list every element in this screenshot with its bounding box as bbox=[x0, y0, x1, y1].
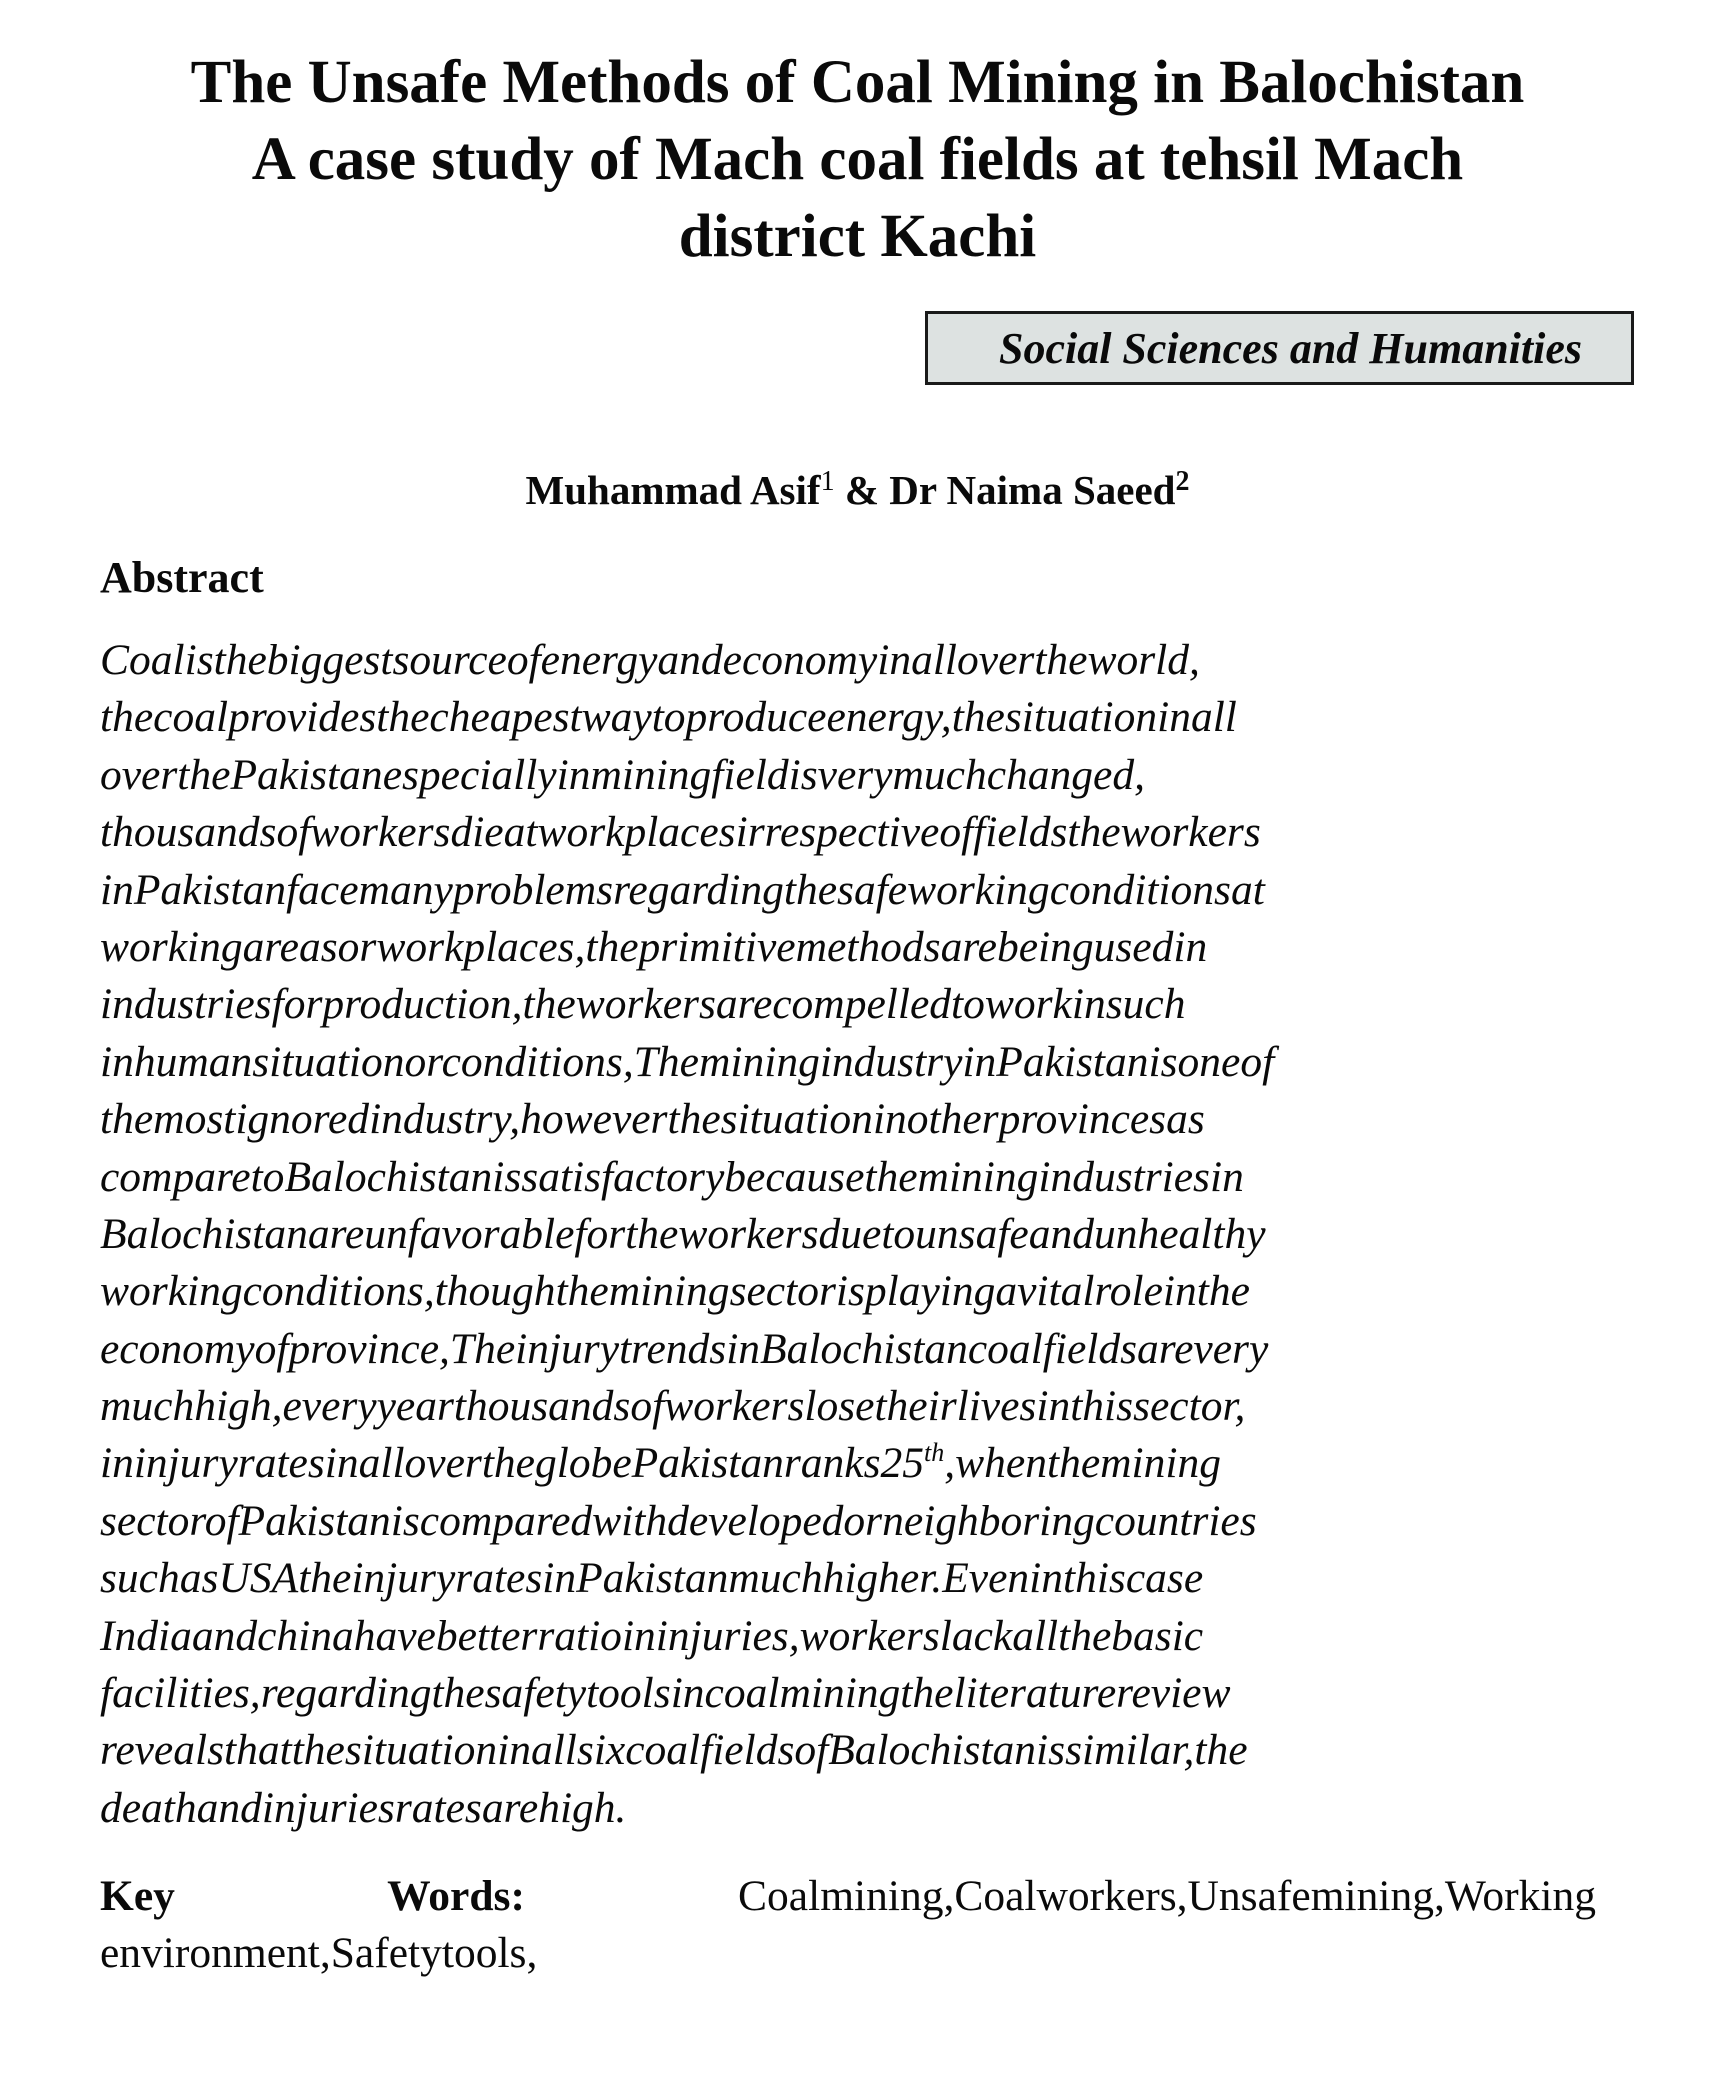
abstract-line bbox=[100, 862, 1596, 919]
abstract-word: Pakistan bbox=[996, 1037, 1149, 1086]
abstract-word: the bbox=[100, 693, 154, 742]
abstract-word: and bbox=[196, 1783, 262, 1832]
abstract-word: mining bbox=[590, 750, 712, 799]
abstract-word: of bbox=[204, 1496, 239, 1545]
abstract-word: and bbox=[657, 636, 723, 684]
abstract-word: literature bbox=[953, 1669, 1117, 1718]
abstract-word: this bbox=[1070, 1382, 1134, 1431]
abstract-word: neighboring bbox=[882, 1496, 1095, 1545]
abstract-word: high. bbox=[538, 1783, 627, 1832]
abstract-word: the bbox=[431, 1669, 485, 1718]
abstract-line bbox=[100, 1034, 1596, 1091]
abstract-word: at bbox=[503, 808, 538, 857]
abstract-word: similar, bbox=[1065, 1726, 1195, 1775]
abstract-line bbox=[100, 1665, 1596, 1722]
abstract-word: rates bbox=[237, 1439, 325, 1488]
abstract-word: injury bbox=[515, 1324, 620, 1373]
abstract-word: playing bbox=[864, 1267, 996, 1316]
abstract-word: in bbox=[670, 1669, 705, 1718]
abstract-word: over bbox=[957, 636, 1035, 684]
abstract-word: in bbox=[1173, 922, 1208, 971]
abstract-word: higher. bbox=[822, 1554, 943, 1603]
abstract-line bbox=[100, 976, 1596, 1033]
category-badge-label: Social Sciences and Humanities bbox=[998, 323, 1583, 373]
abstract-word: sector, bbox=[1133, 1382, 1246, 1431]
abstract-word: in bbox=[621, 1611, 656, 1660]
abstract-word: regarding bbox=[613, 865, 784, 914]
abstract-word: death bbox=[100, 1783, 197, 1832]
abstract-word: in bbox=[1029, 1554, 1063, 1603]
abstract-word: workers bbox=[664, 1382, 805, 1431]
abstract-word: Balochistan bbox=[284, 1152, 493, 1201]
abstract-line bbox=[100, 1206, 1596, 1263]
abstract-word: thousands bbox=[100, 808, 277, 857]
abstract-word: source bbox=[392, 636, 507, 684]
abstract-word: inhuman bbox=[100, 1037, 253, 1086]
abstract-word: Pakistan bbox=[238, 1496, 391, 1545]
abstract-word: economy bbox=[100, 1324, 255, 1373]
abstract-word: in bbox=[962, 1037, 997, 1086]
abstract-word: ranks bbox=[783, 1439, 881, 1488]
abstract-word: in bbox=[1162, 1267, 1197, 1316]
abstract-word: every bbox=[282, 1382, 377, 1431]
abstract-line bbox=[100, 1321, 1596, 1378]
abstract-word: ignored bbox=[235, 1095, 370, 1144]
abstract-word: of bbox=[276, 808, 311, 857]
abstract-word: or bbox=[404, 1037, 442, 1086]
abstract-word: ratio bbox=[537, 1611, 622, 1660]
abstract-word: situation bbox=[720, 1095, 873, 1144]
abstract-word: very bbox=[817, 750, 893, 799]
abstract-word: and bbox=[1028, 1209, 1094, 1258]
abstract-word: facilities, bbox=[100, 1669, 261, 1718]
abstract-word: very bbox=[1193, 1324, 1269, 1373]
abstract-word: unsafe bbox=[915, 1209, 1029, 1258]
abstract-word: fields bbox=[973, 808, 1068, 857]
abstract-word: injuries bbox=[261, 1783, 395, 1832]
abstract-word: conditions bbox=[1049, 865, 1231, 914]
abstract-word: tools bbox=[586, 1669, 671, 1718]
abstract-word: industries bbox=[100, 980, 272, 1029]
abstract-word: Pakistan bbox=[133, 865, 287, 914]
abstract-line bbox=[100, 1263, 1596, 1320]
abstract-word: lives bbox=[956, 1382, 1037, 1431]
category-badge bbox=[925, 311, 1634, 385]
abstract-word: energy, bbox=[826, 693, 952, 742]
abstract-word: working bbox=[100, 922, 243, 971]
abstract-word: for bbox=[271, 980, 323, 1029]
abstract-word: irrespective bbox=[735, 808, 940, 857]
abstract-word: in bbox=[1071, 980, 1106, 1029]
abstract-word: is bbox=[390, 1496, 420, 1545]
abstract-word: coal bbox=[967, 1324, 1043, 1373]
author-name: Muhammad Asif bbox=[525, 467, 821, 513]
abstract-word: unhealthy bbox=[1094, 1209, 1266, 1258]
abstract-word: Pakistan bbox=[576, 1554, 729, 1603]
abstract-word: year bbox=[376, 1382, 454, 1431]
abstract-word: sector bbox=[100, 1496, 205, 1545]
abstract-word: biggest bbox=[266, 636, 393, 684]
abstract-word: regarding bbox=[260, 1669, 432, 1718]
abstract-word: the bbox=[1196, 1267, 1250, 1316]
abstract-line bbox=[100, 1493, 1596, 1550]
abstract-word: safety bbox=[484, 1669, 587, 1718]
abstract-word: safe bbox=[837, 865, 908, 914]
abstract-word: the bbox=[298, 1554, 352, 1603]
abstract-word: rates bbox=[394, 1783, 482, 1832]
abstract-word: the bbox=[177, 750, 231, 799]
abstract-word: to bbox=[250, 1152, 285, 1201]
abstract-word: of bbox=[1240, 1037, 1275, 1086]
author-name: Dr Naima Saeed bbox=[889, 467, 1176, 513]
abstract-word: field bbox=[711, 750, 789, 799]
abstract-word: because bbox=[724, 1152, 865, 1201]
abstract-word: countries bbox=[1094, 1496, 1257, 1545]
keyword-word: tools, bbox=[441, 1929, 538, 1977]
abstract-line bbox=[100, 689, 1596, 746]
abstract-word: high, bbox=[194, 1382, 283, 1431]
keyword-word: Working bbox=[1444, 1872, 1596, 1920]
abstract-word: compare bbox=[100, 1152, 251, 1201]
abstract-word: developed bbox=[667, 1496, 844, 1545]
abstract-word: or bbox=[337, 922, 377, 971]
abstract-word: all bbox=[1012, 1611, 1059, 1660]
abstract-word: places bbox=[624, 808, 736, 857]
paper-title bbox=[0, 44, 1715, 275]
abstract-line bbox=[100, 1378, 1596, 1435]
abstract-word: the bbox=[213, 636, 267, 684]
abstract-word: provinces bbox=[998, 1095, 1167, 1144]
abstract-word: are bbox=[481, 1783, 539, 1832]
abstract-line bbox=[100, 919, 1596, 976]
abstract-word: the bbox=[291, 1726, 345, 1775]
abstract-word: Balochistan bbox=[828, 1726, 1037, 1775]
keyword-word: workers, bbox=[1036, 1872, 1188, 1920]
abstract-word: review bbox=[1116, 1669, 1231, 1718]
abstract-word: is bbox=[492, 1152, 522, 1201]
abstract-word: satisfactory bbox=[521, 1152, 725, 1201]
keywords-line bbox=[100, 1925, 1596, 1982]
abstract-word: economy bbox=[722, 636, 878, 684]
abstract-body bbox=[100, 632, 1596, 1837]
abstract-word: The bbox=[449, 1324, 516, 1373]
abstract-word: as bbox=[179, 1554, 219, 1603]
abstract-word: in bbox=[100, 865, 134, 914]
abstract-word: production, bbox=[322, 980, 523, 1029]
abstract-word: much bbox=[100, 1382, 195, 1431]
keyword-word: Unsafe bbox=[1187, 1872, 1311, 1920]
abstract-word: conditions, bbox=[441, 1037, 634, 1086]
abstract-word: face bbox=[286, 865, 359, 914]
abstract-word: over bbox=[404, 1439, 482, 1488]
abstract-word: the bbox=[100, 1095, 154, 1144]
abstract-word: the bbox=[667, 1095, 721, 1144]
abstract-heading: Abstract bbox=[100, 553, 264, 602]
abstract-word: of bbox=[630, 1382, 665, 1431]
abstract-word: industry bbox=[819, 1037, 963, 1086]
affiliation-marker: 2 bbox=[1175, 466, 1190, 497]
abstract-line bbox=[100, 1608, 1596, 1665]
abstract-word: in bbox=[1036, 1382, 1071, 1431]
abstract-word: Even bbox=[942, 1554, 1030, 1603]
abstract-line bbox=[100, 1149, 1596, 1206]
abstract-word: the bbox=[376, 693, 430, 742]
abstract-word: many bbox=[358, 865, 453, 914]
keywords-line bbox=[100, 1868, 1596, 1925]
abstract-word: case bbox=[1125, 1554, 1204, 1603]
abstract-word: workers bbox=[575, 980, 716, 1029]
abstract-line bbox=[100, 1550, 1596, 1607]
abstract-word: is bbox=[1036, 1726, 1066, 1775]
abstract-word: is bbox=[835, 1267, 865, 1316]
abstract-word: work bbox=[537, 808, 625, 857]
abstract-word: of bbox=[939, 808, 974, 857]
abstract-word: in bbox=[497, 1726, 531, 1775]
abstract-line bbox=[100, 1091, 1596, 1148]
keywords-label-group: Key Words: Coal bbox=[100, 1872, 821, 1920]
abstract-word: one bbox=[1177, 1037, 1241, 1086]
abstract-word: of bbox=[506, 636, 541, 684]
abstract-word: over bbox=[100, 750, 178, 799]
abstract-word: other bbox=[906, 1095, 999, 1144]
abstract-word: lack bbox=[939, 1611, 1013, 1660]
abstract-word: industry, bbox=[369, 1095, 521, 1144]
abstract-word: conditions, bbox=[242, 1267, 435, 1316]
abstract-word: 25th bbox=[880, 1438, 945, 1488]
author-separator: & bbox=[834, 467, 890, 513]
abstract-word: is bbox=[184, 636, 214, 684]
abstract-word: vital bbox=[1017, 1267, 1095, 1316]
abstract-word: lose bbox=[804, 1382, 875, 1431]
abstract-word: trends bbox=[619, 1324, 727, 1373]
abstract-word: the bbox=[1046, 1439, 1101, 1488]
abstract-word: unfavorable bbox=[364, 1209, 575, 1258]
abstract-word: in bbox=[542, 1554, 577, 1603]
abstract-word: areas bbox=[242, 922, 338, 971]
abstract-word: the bbox=[1067, 808, 1121, 857]
abstract-word: in bbox=[100, 1439, 134, 1488]
abstract-word: coal bbox=[153, 693, 229, 742]
abstract-word: workers bbox=[310, 808, 451, 857]
abstract-word: situation bbox=[344, 1726, 498, 1775]
abstract-word: reveals bbox=[100, 1726, 225, 1775]
abstract-word: of bbox=[794, 1726, 829, 1775]
abstract-word: Pakistan bbox=[230, 750, 383, 799]
abstract-word: Balochistan bbox=[100, 1209, 308, 1258]
abstract-word: better bbox=[435, 1611, 538, 1660]
abstract-word: rates bbox=[455, 1554, 543, 1603]
abstract-word: sector bbox=[729, 1267, 836, 1316]
abstract-word: the bbox=[585, 922, 639, 971]
abstract-word: working bbox=[100, 1267, 243, 1316]
abstract-word: when bbox=[955, 1439, 1047, 1488]
abstract-word: and bbox=[191, 1611, 258, 1660]
abstract-word: the bbox=[625, 1209, 679, 1258]
abstract-word: workers bbox=[1120, 808, 1261, 857]
abstract-word: with bbox=[592, 1496, 668, 1545]
abstract-word: the bbox=[555, 1267, 609, 1316]
abstract-line bbox=[100, 1435, 1596, 1492]
abstract-word: in bbox=[872, 1095, 907, 1144]
abstract-word: the bbox=[522, 980, 576, 1029]
keyword-word: Coal bbox=[954, 1872, 1037, 1920]
abstract-word: produce bbox=[685, 693, 827, 742]
abstract-word: workers bbox=[678, 1209, 819, 1258]
abstract-word: are bbox=[1137, 1324, 1194, 1373]
abstract-word: province, bbox=[288, 1324, 450, 1373]
abstract-word: all bbox=[358, 1439, 405, 1488]
abstract-word: industries bbox=[1038, 1152, 1210, 1201]
abstract-word: mining bbox=[698, 1037, 820, 1086]
abstract-word: the bbox=[900, 1669, 954, 1718]
abstract-word: the bbox=[864, 1152, 918, 1201]
abstract-word: the bbox=[1034, 636, 1088, 684]
abstract-line bbox=[100, 747, 1596, 804]
abstract-word: of bbox=[254, 1324, 289, 1373]
title-line: A case study of Mach coal fields at tehsil Mach bbox=[251, 126, 1464, 193]
abstract-word: coal bbox=[704, 1669, 780, 1718]
abstract-word: mining bbox=[1100, 1439, 1221, 1488]
abstract-word: much bbox=[728, 1554, 823, 1603]
abstract-word: is bbox=[1148, 1037, 1178, 1086]
abstract-line bbox=[100, 804, 1596, 861]
abstract-word: mining bbox=[917, 1152, 1039, 1201]
abstract-word: workers bbox=[799, 1611, 940, 1660]
abstract-word: have bbox=[353, 1611, 436, 1660]
abstract-word: situation bbox=[1004, 693, 1158, 742]
abstract-word: injury bbox=[351, 1554, 456, 1603]
abstract-word: Pakistan bbox=[631, 1439, 784, 1488]
keywords-section bbox=[100, 1868, 1596, 1982]
abstract-word: die bbox=[450, 808, 504, 857]
abstract-word: Balochistan bbox=[760, 1324, 968, 1373]
abstract-word: thousands bbox=[453, 1382, 631, 1431]
abstract-word: to bbox=[951, 980, 985, 1029]
abstract-word: such bbox=[1105, 980, 1186, 1029]
abstract-word: USA bbox=[218, 1554, 299, 1603]
abstract-word: basic bbox=[1111, 1611, 1204, 1660]
ordinal-suffix: th bbox=[924, 1438, 945, 1468]
abstract-word: at bbox=[1230, 865, 1265, 914]
abstract-word: to bbox=[651, 693, 686, 742]
abstract-word: however bbox=[520, 1095, 668, 1144]
abstract-word: in bbox=[877, 636, 912, 684]
abstract-word: working bbox=[907, 865, 1050, 914]
abstract-word: way bbox=[581, 693, 652, 742]
abstract-word: much bbox=[892, 750, 987, 799]
abstract-word: , bbox=[944, 1439, 956, 1488]
affiliation-marker: 1 bbox=[820, 466, 835, 497]
abstract-word: primitive bbox=[638, 922, 796, 971]
abstract-word: coal bbox=[625, 1726, 701, 1775]
abstract-word: the bbox=[481, 1439, 535, 1488]
abstract-line bbox=[100, 1722, 1596, 1779]
abstract-word: cheapest bbox=[429, 693, 582, 742]
keyword-word: mining, bbox=[1310, 1872, 1445, 1920]
abstract-word: being bbox=[996, 922, 1094, 971]
abstract-word: are bbox=[307, 1209, 365, 1258]
keyword-word: Safety bbox=[330, 1929, 442, 1977]
abstract-word: provides bbox=[228, 693, 377, 742]
abstract-word: in bbox=[324, 1439, 359, 1488]
abstract-word: are bbox=[715, 980, 773, 1029]
abstract-word: are bbox=[940, 922, 997, 971]
keyword-word: environment, bbox=[100, 1929, 331, 1977]
abstract-word: that bbox=[224, 1726, 292, 1775]
abstract-word: this bbox=[1062, 1554, 1126, 1603]
title-line: district Kachi bbox=[678, 203, 1037, 270]
abstract-word: or bbox=[843, 1496, 883, 1545]
abstract-word: work bbox=[984, 980, 1072, 1029]
abstract-word: all bbox=[530, 1726, 577, 1775]
abstract-word: problems bbox=[452, 865, 614, 914]
author-line bbox=[0, 462, 1715, 518]
abstract-word: fields bbox=[700, 1726, 795, 1775]
title-line: The Unsafe Methods of Coal Mining in Balochistan bbox=[190, 49, 1525, 116]
abstract-word: the bbox=[1058, 1611, 1112, 1660]
abstract-line bbox=[100, 1780, 1596, 1837]
abstract-word: six bbox=[576, 1726, 626, 1775]
abstract-word: in bbox=[556, 750, 591, 799]
abstract-word: compared bbox=[419, 1496, 593, 1545]
abstract-word: the bbox=[951, 693, 1005, 742]
abstract-word: changed, bbox=[986, 750, 1145, 799]
abstract-word: all bbox=[1190, 693, 1237, 742]
abstract-word: globe bbox=[534, 1439, 632, 1488]
abstract-word: situation bbox=[252, 1037, 405, 1086]
abstract-word: in bbox=[726, 1324, 761, 1373]
abstract-word: methods bbox=[795, 922, 941, 971]
abstract-word: all bbox=[911, 636, 958, 684]
abstract-word: china bbox=[257, 1611, 354, 1660]
abstract-word: India bbox=[100, 1611, 192, 1660]
abstract-line bbox=[100, 632, 1596, 689]
abstract-word: for bbox=[574, 1209, 626, 1258]
abstract-word: in bbox=[1157, 693, 1191, 742]
abstract-word: world, bbox=[1087, 636, 1200, 684]
abstract-word: The bbox=[633, 1037, 699, 1086]
abstract-word: due bbox=[818, 1209, 882, 1258]
abstract-word: as bbox=[1166, 1095, 1205, 1144]
abstract-word: though bbox=[434, 1267, 556, 1316]
abstract-word: in bbox=[1210, 1152, 1244, 1201]
abstract-word: such bbox=[100, 1554, 180, 1603]
abstract-word: used bbox=[1093, 922, 1174, 971]
abstract-word: Coal bbox=[100, 636, 185, 684]
abstract-word: most bbox=[153, 1095, 236, 1144]
abstract-word: workplaces, bbox=[376, 922, 586, 971]
abstract-word: injury bbox=[133, 1439, 238, 1488]
abstract-word: injuries, bbox=[655, 1611, 800, 1660]
keywords-label: Key Words: bbox=[100, 1872, 525, 1920]
abstract-word: mining bbox=[608, 1267, 730, 1316]
abstract-word: is bbox=[788, 750, 818, 799]
abstract-word: to bbox=[881, 1209, 916, 1258]
abstract-word: fields bbox=[1042, 1324, 1138, 1373]
abstract-word: role bbox=[1094, 1267, 1163, 1316]
abstract-word: the bbox=[783, 865, 838, 914]
abstract-word: a bbox=[995, 1267, 1018, 1316]
keyword-word: mining, bbox=[820, 1872, 955, 1920]
abstract-word: their bbox=[874, 1382, 957, 1431]
abstract-word: especially bbox=[382, 750, 557, 799]
abstract-word: mining bbox=[779, 1669, 901, 1718]
abstract-word: energy bbox=[540, 636, 658, 684]
abstract-word: compelled bbox=[772, 980, 952, 1029]
abstract-word: the bbox=[1194, 1726, 1248, 1775]
